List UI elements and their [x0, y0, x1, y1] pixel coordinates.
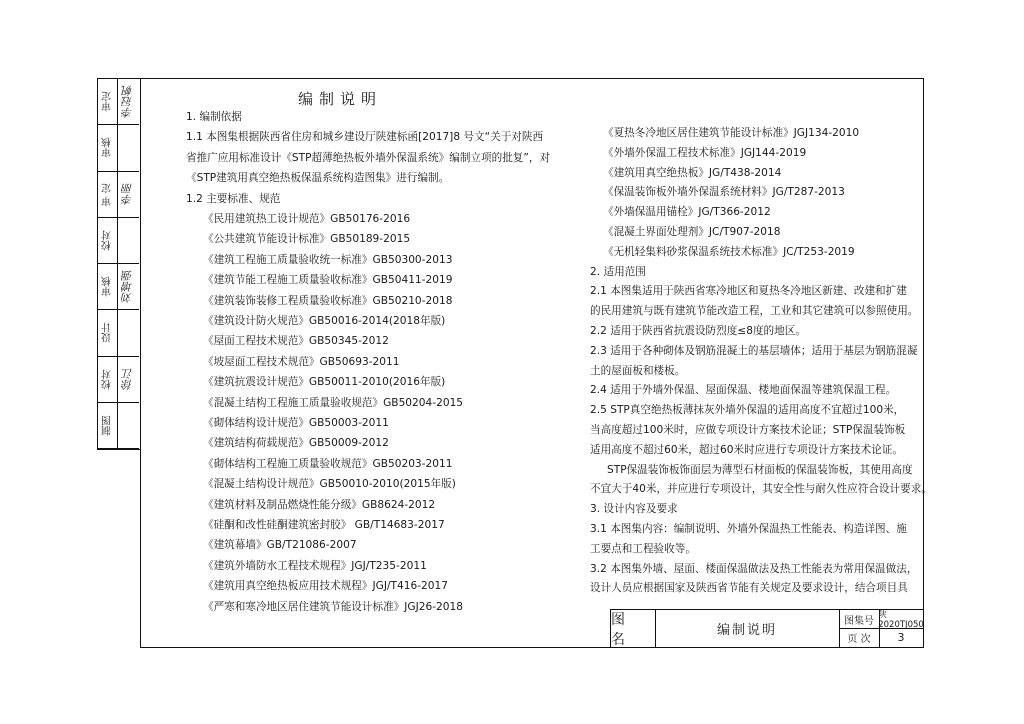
standard-reference: 《建筑装饰装修工程质量验收标准》GB50210-2018: [203, 294, 453, 307]
paragraph-line: 2.1 本图集适用于陕西省寒冷地区和夏热冬冷地区新建、改建和扩建: [590, 285, 907, 298]
standard-reference: 《屋面工程技术规范》GB50345-2012: [203, 335, 389, 348]
signature-cell: [98, 218, 139, 264]
signature-role-label: 校对: [102, 230, 114, 251]
handwritten-signature: [118, 125, 137, 170]
atlas-number-value: 陕2020TJ050: [878, 610, 924, 630]
section-heading: 1. 编制依据: [186, 111, 242, 123]
handwritten-signature: [118, 403, 137, 448]
section-heading: 1.2 主要标准、规范: [186, 192, 281, 205]
section-heading: 2. 适用范围: [590, 265, 646, 278]
paragraph-line: 3.1 本图集内容：编制说明、外墙外保温热工性能表、构造详图、施: [590, 523, 907, 535]
standard-reference: 《无机轻集料砂浆保温系统技术标准》JC/T253-2019: [603, 245, 855, 258]
signature-cell: [98, 403, 139, 449]
paragraph-line: 《STP建筑用真空绝热板保温系统构造图集》进行编制。: [186, 172, 450, 185]
standard-reference: 《混凝土界面处理剂》JC/T907-2018: [603, 226, 781, 238]
standard-reference: 《公共建筑节能设计标准》GB50189-2015: [203, 233, 411, 246]
signature-cell: [98, 264, 139, 310]
handwritten-signature: 李丽: [121, 183, 134, 206]
title-block-label: 图 名: [611, 610, 656, 647]
standard-reference: 《外墙外保温工程技术标准》JGJ144-2019: [603, 146, 807, 159]
handwritten-signature: 刘增强: [121, 270, 134, 304]
paragraph-line: 2.3 适用于各种砌体及钢筋混凝土的基层墙体；适用于基层为钢筋混凝: [590, 344, 918, 357]
standard-reference: 《混凝土结构设计规范》GB50010-2010(2015年版): [203, 478, 456, 491]
section-heading: 3. 设计内容及要求: [590, 503, 678, 516]
standard-reference: 《混凝土结构工程施工质量验收规范》GB50204-2015: [203, 396, 464, 409]
standard-reference: 《建筑结构荷载规范》GB50009-2012: [203, 437, 389, 450]
title-block-name: 编制说明: [655, 610, 840, 647]
paragraph-line: STP保温装饰板饰面层为薄型石材面板的保温装饰板，其使用高度: [607, 463, 913, 476]
handwritten-signature: [118, 218, 137, 263]
standard-reference: 《民用建筑热工设计规范》GB50176-2016: [203, 213, 411, 225]
standard-reference: 《建筑节能工程施工质量验收标准》GB50411-2019: [203, 274, 453, 287]
signature-role-label: 审核: [102, 137, 114, 158]
standard-reference: 《砌体结构设计规范》GB50003-2011: [203, 417, 389, 429]
paragraph-line: 省推广应用标准设计《STP超薄绝热板外墙外保温系统》编制立项的批复”，对: [186, 151, 551, 164]
standard-reference: 《外墙保温用锚栓》JG/T366-2012: [603, 206, 771, 219]
standard-reference: 《夏热冬冷地区居住建筑节能设计标准》JGJ134-2010: [603, 127, 860, 139]
paragraph-line: 的民用建筑与既有建筑节能改造工程，工业和其它建筑可以参照使用。: [590, 305, 919, 318]
standard-reference: 《严寒和寒冷地区居住建筑节能设计标准》JGJ26-2018: [203, 600, 464, 613]
paragraph-line: 土的屋面板和楼板。: [590, 364, 686, 377]
page-title: 编制说明: [298, 90, 383, 108]
standard-reference: 《砌体结构工程施工质量验收规范》GB50203-2011: [203, 457, 453, 470]
atlas-number-key: 图集号: [839, 610, 880, 629]
title-block: [610, 609, 924, 648]
standard-reference: 《建筑设计防火规范》GB50016-2014(2018年版): [203, 315, 446, 327]
handwritten-signature: 徐江: [121, 368, 134, 391]
signature-role-label: 设计: [102, 322, 114, 343]
paragraph-line: 不宜大于40米，并应进行专项设计，其安全性与耐久性应符合设计要求。: [590, 483, 932, 496]
paragraph-line: 设计人员应根据国家及陕西省节能有关规定及要求设计，结合项目具: [590, 582, 908, 595]
standard-reference: 《硅酮和改性硅酮建筑密封胶》 GB/T14683-2017: [203, 519, 445, 531]
paragraph-line: 适用高度不超过60米，超过60米时应进行专项设计方案技术论证。: [590, 443, 903, 456]
paragraph-line: 2.4 适用于外墙外保温、屋面保温、楼地面保温等建筑保温工程。: [590, 384, 897, 397]
standard-reference: 《保温装饰板外墙外保温系统材料》JG/T287-2013: [603, 186, 845, 199]
signature-role-label: 审定: [102, 91, 114, 112]
handwritten-signature: 李冠帆: [121, 85, 134, 119]
signature-cell: [98, 79, 139, 125]
signature-strip: [97, 78, 140, 450]
standard-reference: 《建筑幕墙》GB/T21086-2007: [203, 539, 357, 552]
handwritten-signature: [118, 310, 137, 355]
signature-cell: [98, 310, 139, 356]
paragraph-line: 当高度超过100米时，应做专项设计方案技术论证；STP保温装饰板: [590, 424, 906, 436]
signature-cell: [98, 172, 139, 218]
paragraph-line: 工要点和工程验收等。: [590, 542, 696, 555]
standard-reference: 《建筑材料及制品燃烧性能分级》GB8624-2012: [203, 498, 436, 511]
signature-cell: [98, 357, 139, 403]
signature-role-label: 审核: [102, 276, 114, 297]
standard-reference: 《建筑工程施工质量验收统一标准》GB50300-2013: [203, 253, 453, 266]
page-number-value: 3: [897, 631, 905, 644]
standard-reference: 《建筑外墙防水工程技术规程》JGJ/T235-2011: [203, 559, 427, 572]
standard-reference: 《坡屋面工程技术规范》GB50693-2011: [203, 355, 400, 368]
standard-reference: 《建筑用真空绝热板应用技术规程》JGJ/T416-2017: [203, 580, 448, 593]
standard-reference: 《建筑抗震设计规范》GB50011-2010(2016年版): [203, 376, 446, 389]
paragraph-line: 3.2 本图集外墙、屋面、楼面保温做法及热工性能表为常用保温做法，: [590, 562, 918, 575]
standard-reference: 《建筑用真空绝热板》JG/T438-2014: [603, 166, 782, 179]
paragraph-line: 2.5 STP真空绝热板薄抹灰外墙外保温的适用高度不宜超过100米，: [590, 404, 905, 417]
signature-cell: [98, 125, 139, 171]
signature-role-label: 审 定: [102, 182, 114, 206]
page-number-key: 页 次: [839, 628, 880, 647]
paragraph-line: 1.1 本图集根据陕西省住房和城乡建设厅陕建标函[2017]8 号文“关于对陕西: [186, 131, 544, 144]
paragraph-line: 2.2 适用于陕西省抗震设防烈度≤8度的地区。: [590, 325, 806, 337]
signature-role-label: 制图: [102, 415, 114, 436]
signature-role-label: 校对: [102, 369, 114, 390]
